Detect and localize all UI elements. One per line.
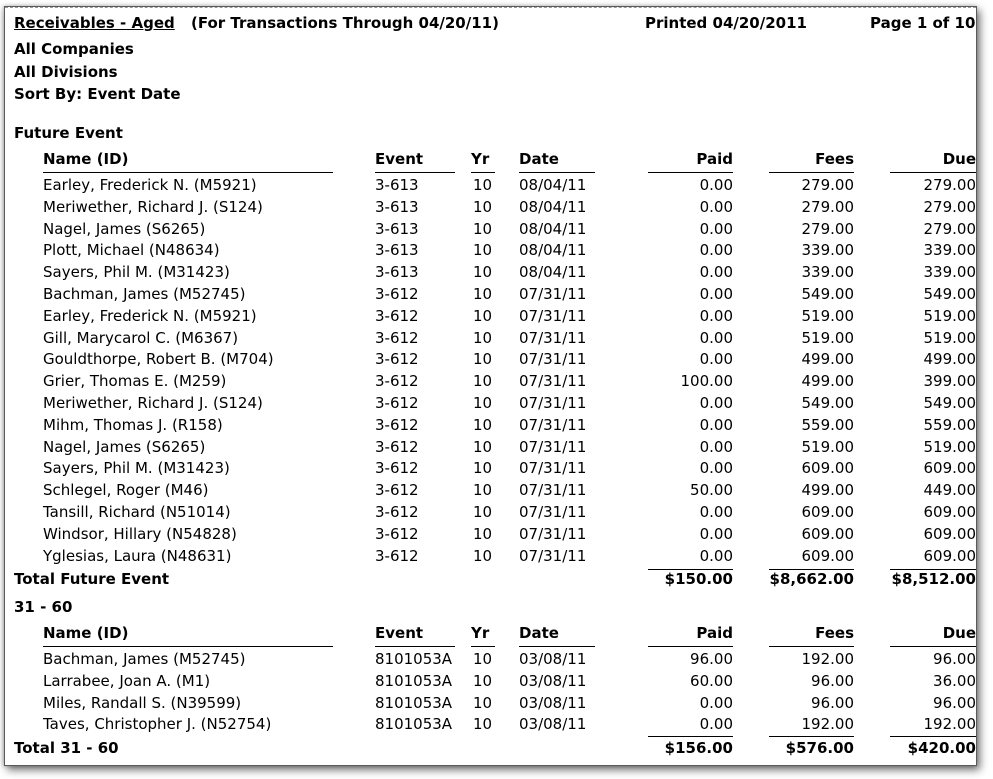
column-header-underline (519, 172, 595, 173)
cell-due: 609.00 (923, 546, 976, 565)
cell-due: 499.00 (923, 350, 976, 369)
table-row (5, 307, 976, 328)
cell-event: 3-613 (375, 176, 419, 194)
column-header-paid: Paid (696, 150, 733, 168)
column-header-underline (648, 646, 733, 647)
cell-due: 519.00 (923, 328, 976, 347)
cell-event: 3-612 (375, 437, 419, 456)
column-header-underline (43, 172, 333, 173)
cell-yr: 10 (473, 481, 493, 500)
cell-yr: 10 (473, 503, 493, 521)
table-row (5, 694, 976, 715)
cell-yr: 10 (473, 176, 493, 194)
table-row (5, 176, 976, 197)
cell-paid: 50.00 (690, 481, 733, 500)
cell-fees: 279.00 (801, 219, 854, 238)
cell-fees: 519.00 (801, 328, 854, 347)
table-row (5, 481, 976, 502)
cell-event: 3-612 (375, 459, 419, 478)
cell-paid: 0.00 (699, 415, 733, 434)
cell-fees: 549.00 (801, 394, 854, 412)
total-paid: $156.00 (664, 739, 733, 757)
cell-name: Bachman, James (M52745) (43, 285, 246, 303)
table-row (5, 650, 976, 671)
cell-event: 3-613 (375, 263, 419, 282)
cell-due: 609.00 (923, 503, 976, 521)
cell-name: Meriwether, Richard J. (S124) (43, 394, 263, 412)
cell-yr: 10 (473, 328, 493, 347)
cell-fees: 609.00 (801, 546, 854, 565)
total-fees: $8,662.00 (769, 570, 854, 588)
cell-fees: 519.00 (801, 306, 854, 325)
total-label: Total Future Event (14, 570, 170, 588)
cell-yr: 10 (473, 715, 493, 734)
cell-due: 279.00 (923, 219, 976, 238)
cell-event: 3-612 (375, 350, 419, 369)
cell-paid: 0.00 (699, 219, 733, 238)
cell-yr: 10 (473, 306, 493, 325)
table-row (5, 715, 976, 736)
cell-event: 3-612 (375, 328, 419, 347)
cell-event: 3-612 (375, 524, 419, 543)
cell-name: Plott, Michael (N48634) (43, 241, 220, 260)
table-row (5, 416, 976, 437)
cell-name: Meriwether, Richard J. (S124) (43, 197, 263, 216)
cell-date: 07/31/11 (519, 546, 587, 565)
cell-event: 3-612 (375, 503, 419, 521)
cell-due: 192.00 (923, 715, 976, 734)
cell-date: 07/31/11 (519, 481, 587, 500)
column-header-underline (648, 172, 733, 173)
total-paid: $150.00 (664, 570, 733, 588)
table-row (5, 350, 976, 371)
cell-due: 549.00 (923, 285, 976, 303)
total-rule (890, 736, 976, 737)
cell-name: Tansill, Richard (N51014) (43, 503, 231, 521)
cell-event: 3-613 (375, 219, 419, 238)
cell-date: 03/08/11 (519, 650, 587, 668)
cell-paid: 100.00 (680, 372, 733, 391)
cell-fees: 559.00 (801, 415, 854, 434)
cell-date: 07/31/11 (519, 394, 587, 412)
cell-event: 8101053A (375, 715, 453, 734)
cell-fees: 499.00 (801, 372, 854, 391)
column-header-underline (375, 172, 455, 173)
column-header-underline (890, 646, 976, 647)
cell-fees: 549.00 (801, 285, 854, 303)
section-total-row (5, 739, 976, 760)
cell-event: 3-613 (375, 241, 419, 260)
cell-yr: 10 (473, 241, 493, 260)
column-header-underline (43, 646, 333, 647)
cell-due: 519.00 (923, 306, 976, 325)
cell-date: 03/08/11 (519, 671, 587, 690)
cell-date: 07/31/11 (519, 372, 587, 391)
cell-name: Mihm, Thomas J. (R158) (43, 415, 223, 434)
cell-yr: 10 (473, 263, 493, 282)
column-header-event: Event (375, 150, 424, 168)
cell-event: 3-613 (375, 197, 419, 216)
cell-paid: 0.00 (699, 350, 733, 369)
cell-date: 07/31/11 (519, 437, 587, 456)
cell-name: Gill, Marycarol C. (M6367) (43, 328, 239, 347)
column-header-name: Name (ID) (43, 624, 129, 642)
cell-due: 96.00 (933, 693, 976, 712)
cell-yr: 10 (473, 671, 493, 690)
cell-paid: 0.00 (699, 285, 733, 303)
table-row (5, 503, 976, 524)
cell-due: 279.00 (923, 176, 976, 194)
column-header-yr: Yr (471, 150, 490, 168)
cell-yr: 10 (473, 197, 493, 216)
cell-name: Earley, Frederick N. (M5921) (43, 306, 257, 325)
cell-date: 07/31/11 (519, 285, 587, 303)
column-header-due: Due (942, 150, 976, 168)
table-row (5, 394, 976, 415)
table-row (5, 220, 976, 241)
column-header-underline (519, 646, 595, 647)
table-row (5, 438, 976, 459)
divisions-filter: All Divisions (14, 63, 118, 81)
cell-name: Bachman, James (M52745) (43, 650, 246, 668)
table-row (5, 241, 976, 262)
section-title: 31 - 60 (14, 598, 73, 616)
cell-date: 07/31/11 (519, 328, 587, 347)
table-row (5, 672, 976, 693)
cell-fees: 339.00 (801, 241, 854, 260)
report-body (5, 7, 976, 765)
cell-yr: 10 (473, 546, 493, 565)
column-header-underline (375, 646, 455, 647)
cell-yr: 10 (473, 415, 493, 434)
cell-name: Grier, Thomas E. (M259) (43, 372, 227, 391)
column-header-underline (769, 646, 854, 647)
cell-due: 559.00 (923, 415, 976, 434)
cell-paid: 0.00 (699, 503, 733, 521)
cell-name: Gouldthorpe, Robert B. (M704) (43, 350, 274, 369)
table-row (5, 198, 976, 219)
cell-fees: 609.00 (801, 459, 854, 478)
table-row (5, 459, 976, 480)
column-header-event: Event (375, 624, 424, 642)
section-title: Future Event (14, 124, 123, 142)
cell-yr: 10 (473, 459, 493, 478)
section-total-row (5, 570, 976, 591)
cell-due: 609.00 (923, 459, 976, 478)
cell-fees: 499.00 (801, 350, 854, 369)
cell-name: Larrabee, Joan A. (M1) (43, 671, 211, 690)
cell-yr: 10 (473, 285, 493, 303)
table-row (5, 285, 976, 306)
cell-paid: 0.00 (699, 394, 733, 412)
total-label: Total 31 - 60 (14, 739, 119, 757)
cell-date: 08/04/11 (519, 263, 587, 282)
cell-due: 449.00 (923, 481, 976, 500)
column-header-underline (769, 172, 854, 173)
cell-paid: 0.00 (699, 459, 733, 478)
cell-date: 08/04/11 (519, 241, 587, 260)
cell-event: 3-612 (375, 546, 419, 565)
cell-paid: 0.00 (699, 437, 733, 456)
cell-due: 36.00 (933, 671, 976, 690)
cell-due: 279.00 (923, 197, 976, 216)
cell-date: 03/08/11 (519, 715, 587, 734)
cell-event: 8101053A (375, 650, 453, 668)
total-fees: $576.00 (785, 739, 854, 757)
companies-filter: All Companies (14, 40, 134, 58)
column-header-underline (471, 646, 495, 647)
cell-event: 8101053A (375, 693, 453, 712)
total-due: $8,512.00 (891, 570, 976, 588)
column-header-name: Name (ID) (43, 150, 129, 168)
cell-date: 07/31/11 (519, 350, 587, 369)
cell-name: Taves, Christopher J. (N52754) (43, 715, 272, 734)
cell-paid: 0.00 (699, 693, 733, 712)
cell-paid: 0.00 (699, 241, 733, 260)
cell-name: Yglesias, Laura (N48631) (43, 546, 232, 565)
cell-due: 96.00 (933, 650, 976, 668)
cell-paid: 0.00 (699, 197, 733, 216)
cell-date: 07/31/11 (519, 524, 587, 543)
cell-name: Sayers, Phil M. (M31423) (43, 459, 230, 478)
column-header-fees: Fees (815, 150, 854, 168)
cell-name: Nagel, James (S6265) (43, 437, 206, 456)
cell-due: 609.00 (923, 524, 976, 543)
cell-fees: 192.00 (801, 650, 854, 668)
column-header-fees: Fees (815, 624, 854, 642)
cell-yr: 10 (473, 372, 493, 391)
cell-due: 339.00 (923, 263, 976, 282)
cell-fees: 499.00 (801, 481, 854, 500)
cell-due: 549.00 (923, 394, 976, 412)
table-row (5, 329, 976, 350)
cell-paid: 0.00 (699, 546, 733, 565)
cell-yr: 10 (473, 350, 493, 369)
column-header-underline (471, 172, 495, 173)
column-header-paid: Paid (696, 624, 733, 642)
cell-yr: 10 (473, 437, 493, 456)
table-row (5, 525, 976, 546)
report-page (4, 6, 977, 766)
cell-date: 08/04/11 (519, 197, 587, 216)
cell-name: Miles, Randall S. (N39599) (43, 693, 242, 712)
cell-yr: 10 (473, 394, 493, 412)
cell-paid: 0.00 (699, 306, 733, 325)
cell-event: 3-612 (375, 285, 419, 303)
total-rule (769, 736, 854, 737)
printed-date: Printed 04/20/2011 (645, 14, 807, 32)
cell-fees: 339.00 (801, 263, 854, 282)
cell-event: 8101053A (375, 671, 453, 690)
table-row (5, 547, 976, 568)
cell-fees: 609.00 (801, 503, 854, 521)
cell-event: 3-612 (375, 415, 419, 434)
cell-fees: 192.00 (801, 715, 854, 734)
cell-name: Earley, Frederick N. (M5921) (43, 176, 257, 194)
cell-event: 3-612 (375, 394, 419, 412)
cell-paid: 0.00 (699, 328, 733, 347)
cell-paid: 0.00 (699, 524, 733, 543)
cell-paid: 60.00 (690, 671, 733, 690)
cell-date: 03/08/11 (519, 693, 587, 712)
cell-due: 519.00 (923, 437, 976, 456)
cell-yr: 10 (473, 693, 493, 712)
column-header-underline (890, 172, 976, 173)
cell-date: 08/04/11 (519, 176, 587, 194)
cell-date: 07/31/11 (519, 459, 587, 478)
cell-paid: 0.00 (699, 176, 733, 194)
sort-label: Sort By: Event Date (14, 85, 181, 103)
cell-paid: 0.00 (699, 715, 733, 734)
cell-due: 399.00 (923, 372, 976, 391)
table-row (5, 372, 976, 393)
cell-fees: 279.00 (801, 197, 854, 216)
cell-paid: 0.00 (699, 263, 733, 282)
cell-yr: 10 (473, 524, 493, 543)
cell-date: 07/31/11 (519, 306, 587, 325)
cell-fees: 96.00 (811, 693, 854, 712)
cell-name: Nagel, James (S6265) (43, 219, 206, 238)
cell-fees: 519.00 (801, 437, 854, 456)
cell-event: 3-612 (375, 372, 419, 391)
table-row (5, 263, 976, 284)
total-rule (648, 736, 733, 737)
cell-date: 08/04/11 (519, 219, 587, 238)
cell-yr: 10 (473, 650, 493, 668)
cell-due: 339.00 (923, 241, 976, 260)
report-date-range: (For Transactions Through 04/20/11) (191, 14, 499, 32)
cell-fees: 279.00 (801, 176, 854, 194)
total-due: $420.00 (907, 739, 976, 757)
cell-event: 3-612 (375, 306, 419, 325)
cell-fees: 609.00 (801, 524, 854, 543)
cell-yr: 10 (473, 219, 493, 238)
cell-fees: 96.00 (811, 671, 854, 690)
cell-date: 07/31/11 (519, 503, 587, 521)
cell-paid: 96.00 (690, 650, 733, 668)
cell-name: Windsor, Hillary (N54828) (43, 524, 237, 543)
cell-name: Schlegel, Roger (M46) (43, 481, 209, 500)
column-header-date: Date (519, 150, 559, 168)
page-number: Page 1 of 10 (870, 14, 976, 32)
column-header-yr: Yr (471, 624, 490, 642)
report-title: Receivables - Aged (14, 14, 175, 32)
cell-name: Sayers, Phil M. (M31423) (43, 263, 230, 282)
cell-date: 07/31/11 (519, 415, 587, 434)
column-header-due: Due (942, 624, 976, 642)
column-header-date: Date (519, 624, 559, 642)
cell-event: 3-612 (375, 481, 419, 500)
